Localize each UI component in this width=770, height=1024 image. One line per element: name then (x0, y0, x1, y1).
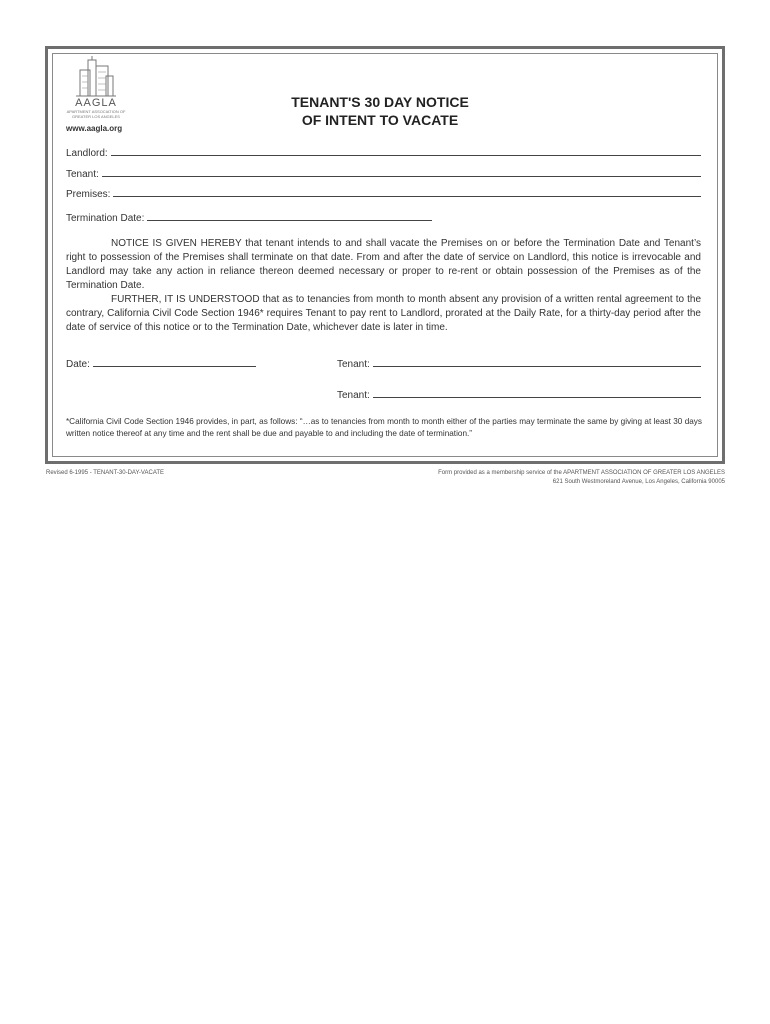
tenant-signature-2 (337, 387, 701, 401)
document-title (230, 93, 530, 129)
further-paragraph: FURTHER, IT IS UNDERSTOOD that as to tenancies from month to month absent any provision of a written rental agreement to the contrary, California Civil Code Section 1946* requires Tenant to pay rent to Landlord, prorated at the Daily Rate, for a thirty-day period after the date of service of this notice or to the Termination Date, whichever date is later in time. (66, 294, 701, 333)
landlord-field (66, 145, 701, 159)
civil-code-footnote: *California Civil Code Section 1946 provides, in part, as follows: “…as to tenancies from month to month either of the parties may terminate the same by giving at least 30 days written notice thereof at any time and the rent shall be due and payable to and including the date of termination.” (66, 417, 702, 438)
tenant-signature-1-label: Tenant: (337, 359, 370, 370)
tenant-signature-1-line[interactable] (373, 356, 701, 367)
tenant-label: Tenant: (66, 169, 99, 180)
date-input-line[interactable] (93, 356, 256, 367)
notice-paragraph: NOTICE IS GIVEN HEREBY that tenant intends to and shall vacate the Premises on or before the Termination Date and Tenant’s right to possession of the Premises shall terminate on that date. From and after the date of service on Landlord, this notice is irrevocable and Landlord may take any action in reliance thereon deemed necessary or proper to re-rent or obtain possession of the Premises as of the Termination Date. (66, 238, 701, 291)
revision-note: Revised 6-1995 - TENANT-30-DAY-VACATE (46, 470, 165, 476)
provider-note (330, 469, 725, 487)
landlord-input-line[interactable] (111, 145, 701, 156)
premises-label: Premises: (66, 189, 111, 200)
termination-date-field (66, 210, 432, 224)
provider-line-2: 621 South Westmoreland Avenue, Los Angeles, California 90005 (552, 479, 725, 485)
termination-date-label: Termination Date: (66, 213, 145, 224)
landlord-label: Landlord: (66, 148, 108, 159)
premises-field (66, 186, 701, 200)
logo-subtitle: APARTMENT ASSOCIATION OF GREATER LOS ANGELES (66, 109, 126, 119)
tenant-signature-2-line[interactable] (373, 387, 701, 398)
tenant-field (66, 166, 701, 180)
tenant-signature-1 (337, 356, 701, 370)
premises-input-line[interactable] (113, 186, 701, 197)
title-line-1: TENANT'S 30 DAY NOTICE (291, 94, 469, 110)
tenant-input-line[interactable] (102, 166, 701, 177)
provider-line-1: Form provided as a membership service of the APARTMENT ASSOCIATION OF GREATER LOS ANGELES (438, 470, 725, 476)
tenant-signature-2-label: Tenant: (337, 390, 370, 401)
date-field (66, 356, 256, 370)
logo-wordmark: AAGLA (75, 97, 117, 109)
title-line-2: OF INTENT TO VACATE (301, 112, 459, 128)
website-link[interactable]: www.aagla.org (66, 124, 123, 133)
termination-date-input-line[interactable] (147, 210, 432, 221)
date-label: Date: (66, 359, 90, 370)
